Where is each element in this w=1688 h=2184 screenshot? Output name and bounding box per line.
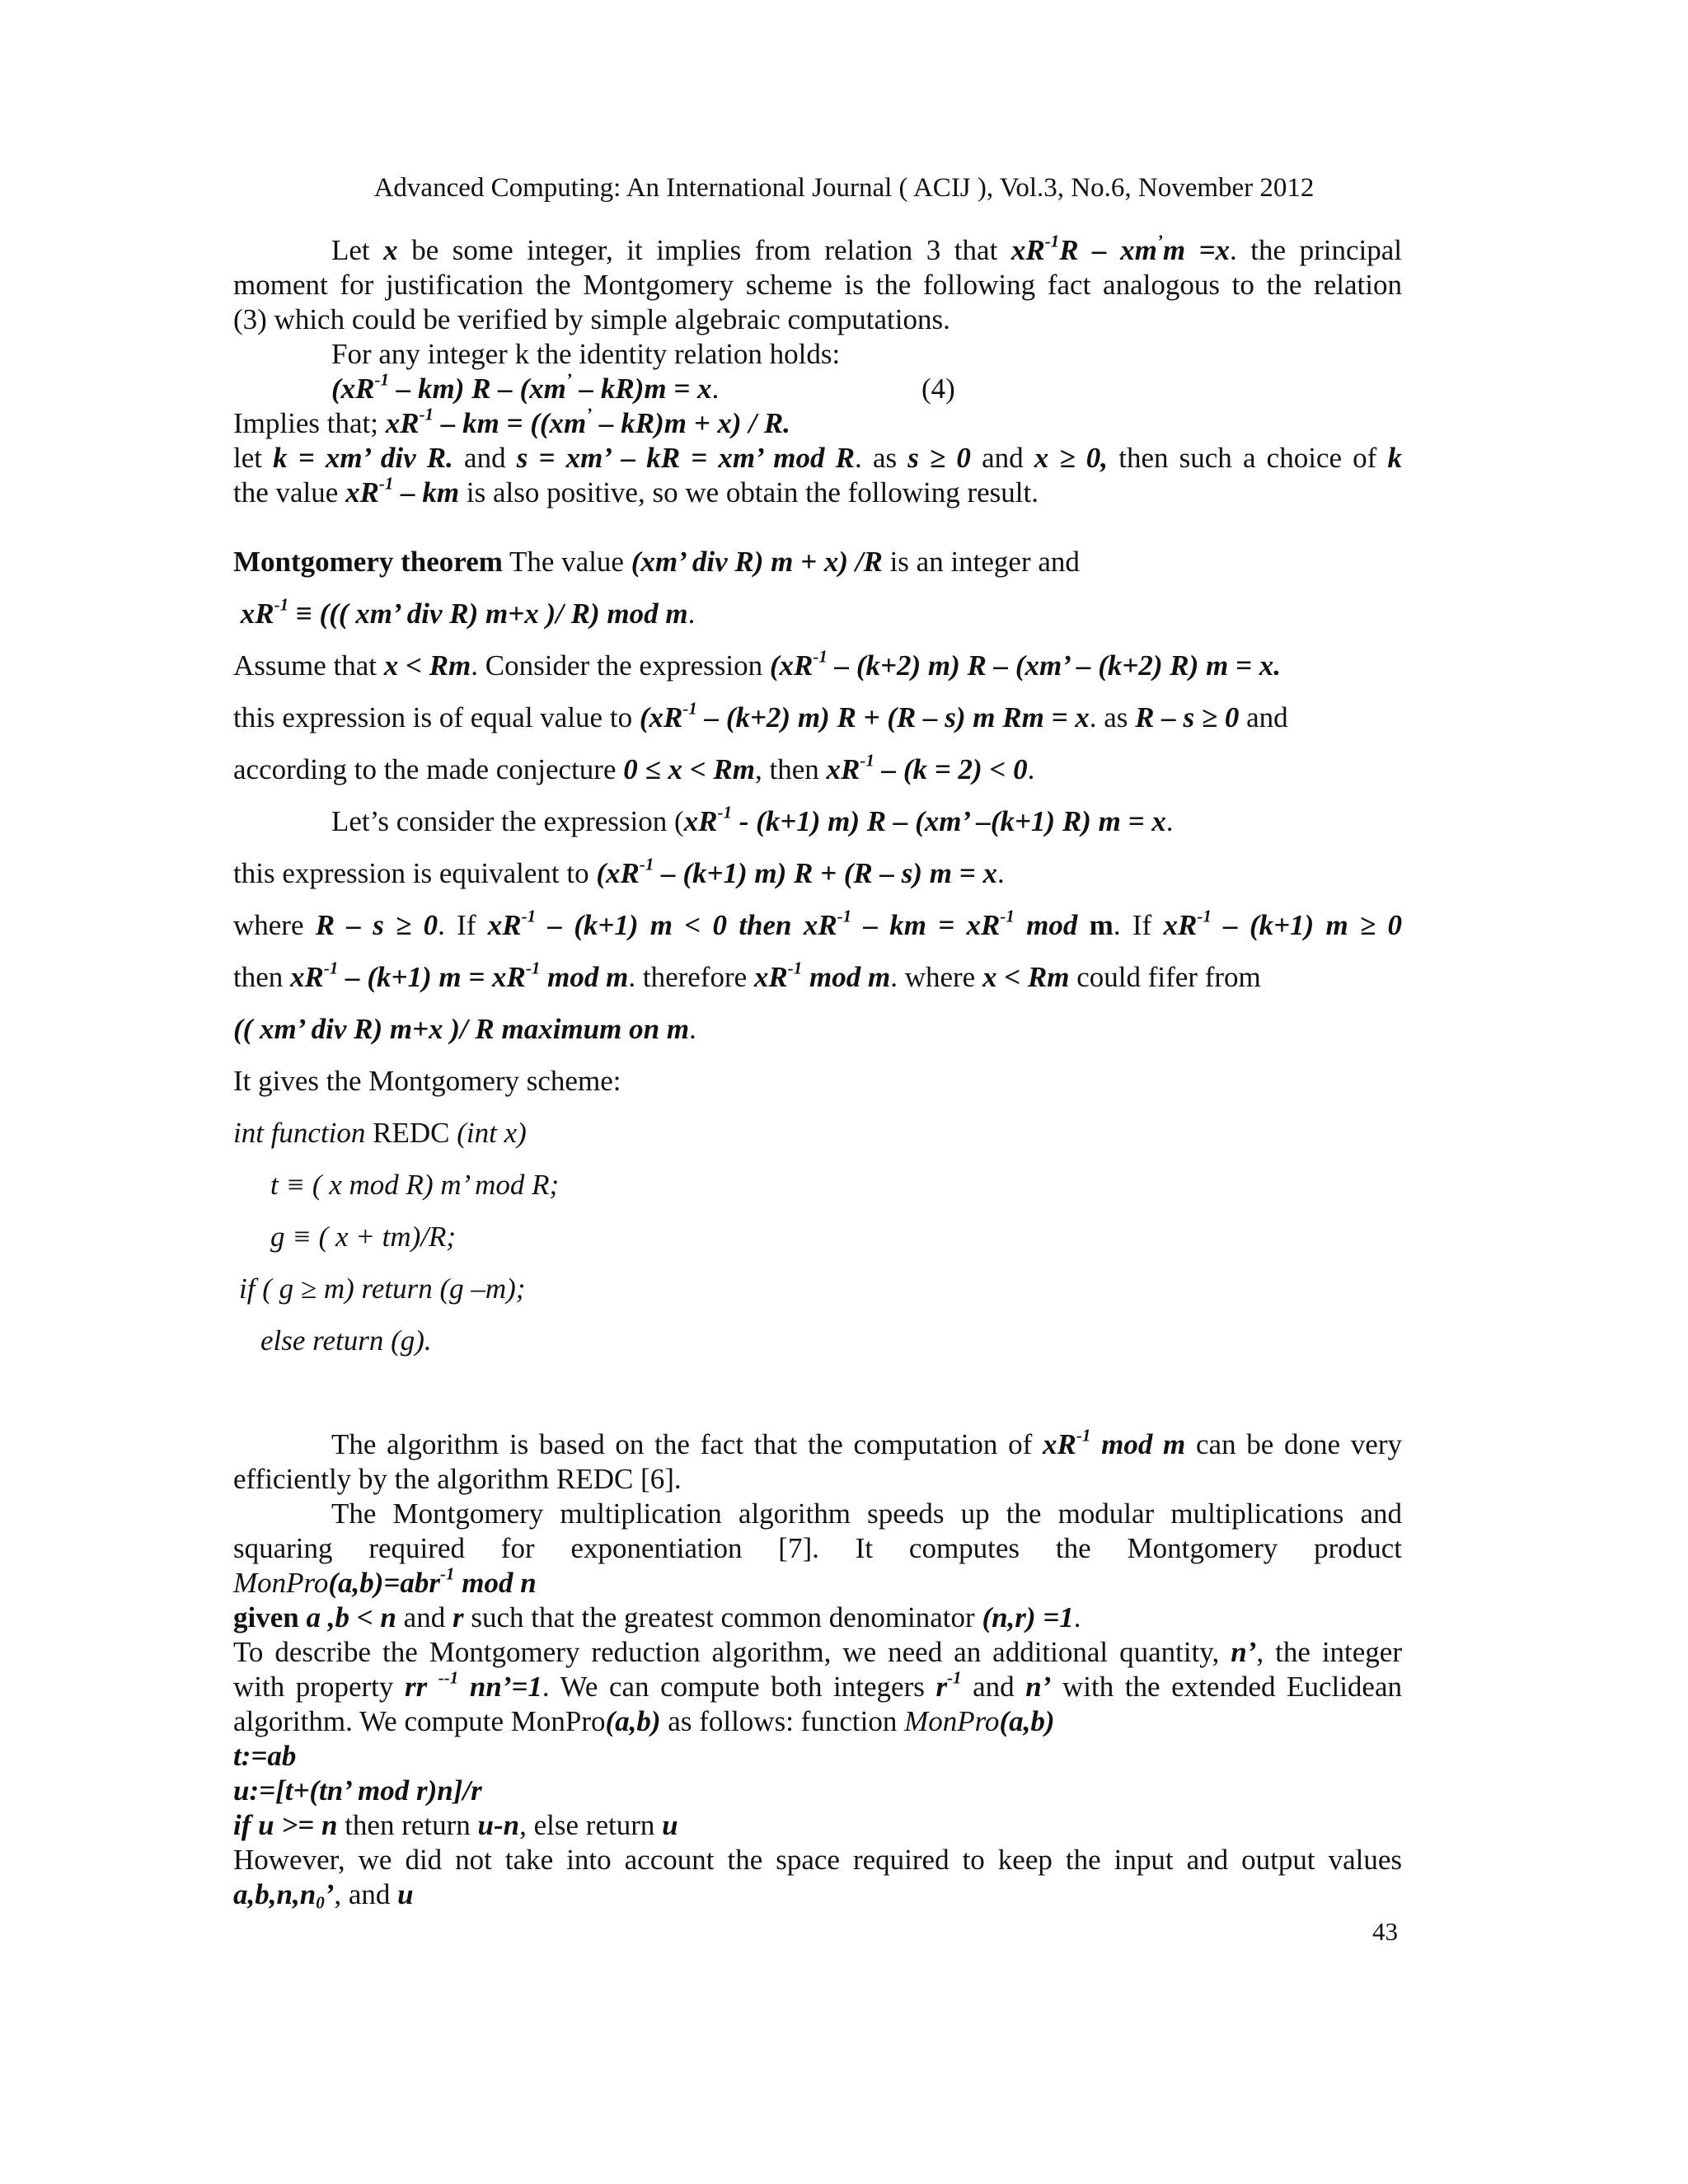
equation-number: (4) xyxy=(921,373,955,405)
text-line: To describe the Montgomery reduction algorithm, we need an additional quantity, n’, the integer xyxy=(233,1636,1402,1668)
text-line: It gives the Montgomery scheme: xyxy=(233,1065,621,1097)
text-line: Let’s consider the expression ($xR^{-1} - (k+1)$ m) R – (xm’ –(k+1) R) m = x. xyxy=(331,802,1174,837)
text-line: given a ,b < n and r such that the greatest common denominator (n,r) =1. xyxy=(233,1601,1081,1633)
text-line: $a,b,n,n_0$’, and u xyxy=(233,1878,414,1913)
text-line: The Montgomery multiplication algorithm speeds up the modular multiplications and xyxy=(331,1497,1402,1530)
text-line: if ( g ≥ m) return (g –m); xyxy=(239,1272,526,1305)
text-line: t:=ab xyxy=(233,1740,297,1772)
text-line: let k = xm’ div R. and s = xm’ – kR = xm’ mod R. as s ≥ 0 and x ≥ 0, then such a choice of k xyxy=(233,442,1402,474)
text-line: $(xR^{-1} - km)$ R – (xm’ – kR)m = x. (4) xyxy=(331,369,955,405)
page-number: 43 xyxy=(1372,1917,1398,1946)
text-line: However, we did not take into account the space required to keep the input and output values xyxy=(233,1844,1402,1876)
text-line: where R – s ≥ 0. If $xR^{-1} - (k+1) m < 0$ then $xR^{-1}$ – km = $xR^{-1}$ mod m. If $xR^{-1} - (k+1) m \ge 0$ xyxy=(233,906,1403,941)
text-line: g ≡ ( x + tm)/R; xyxy=(270,1221,457,1253)
text-line: Let x be some integer, it implies from relation 3 that $xR^{-1}R - xm^’m =x$. the principal xyxy=(331,231,1402,266)
text-line: efficiently by the algorithm REDC [6]. xyxy=(233,1463,682,1495)
text-line: u:=[t+(tn’ mod r)n]/r xyxy=(233,1774,482,1807)
text-line: t ≡ ( x mod R) m’ mod R; xyxy=(270,1169,560,1201)
text-line: Montgomery theorem The value (xm’ div R) m + x) /R is an integer and xyxy=(233,546,1080,578)
text-line: $xR^{-1}$ ≡ ((( xm’ div R) m+x )/ R) mod m. xyxy=(240,594,696,630)
text-line: squaring required for exponentiation [7]. It computes the Montgomery product xyxy=(233,1532,1402,1564)
text-line: with property rr $^{--1}$ nn’=1. We can compute both integers $r^{-1}$ and n’ with the extended Euclidean xyxy=(233,1667,1402,1703)
text-line: Assume that x < Rm. Consider the expression ($xR^{-1} - (k+2)$ m) R – (xm’ – (k+2) R) m = x. xyxy=(233,646,1281,682)
text-line: then $xR^{-1} - (k+1) m = xR^{-1}$ mod m. therefore $xR^{-1}$ mod m. where x < Rm could fifer from xyxy=(233,958,1261,993)
text-line: moment for justification the Montgomery scheme is the following fact analogous to the relation xyxy=(233,269,1402,301)
text-line: if u >= n then return u-n, else return u xyxy=(233,1809,678,1841)
text-line: (3) which could be verified by simple algebraic computations. xyxy=(233,303,950,335)
text-line: this expression is equivalent to ($xR^{-1} - (k+1)$ m) R + (R – s) m = x. xyxy=(233,854,1005,889)
text-line: int function REDC (int x) xyxy=(233,1117,527,1149)
running-header: Advanced Computing: An International Journal ( ACIJ ), Vol.3, No.6, November 2012 xyxy=(373,173,1315,203)
text-line: The algorithm is based on the fact that the computation of $xR^{-1}$ mod m can be done very xyxy=(331,1425,1402,1460)
text-line: Implies that; $xR^{-1}$ – km = ((xm’ – kR)m + x) / R. xyxy=(233,404,790,439)
text-line: else return (g). xyxy=(260,1324,432,1357)
text-line: the value $xR^{-1}$ – km is also positive, so we obtain the following result. xyxy=(233,473,1039,509)
text-line: according to the made conjecture 0 ≤ x < Rm, then $xR^{-1} - (k = 2) < 0$. xyxy=(233,750,1035,785)
text-line: For any integer k the identity relation holds: xyxy=(331,338,841,370)
text-line: this expression is of equal value to ($xR^{-1} - (k+2)$ m) R + (R – s) m Rm = x. as R – s ≥ 0 and xyxy=(233,698,1288,733)
text-line: (( xm’ div R) m+x )/ R maximum on m. xyxy=(233,1013,696,1045)
text-line: MonPro(a,b)=abr$^{-1}$ mod n xyxy=(233,1563,537,1599)
text-line: algorithm. We compute MonPro(a,b) as follows: function MonPro(a,b) xyxy=(233,1705,1055,1737)
